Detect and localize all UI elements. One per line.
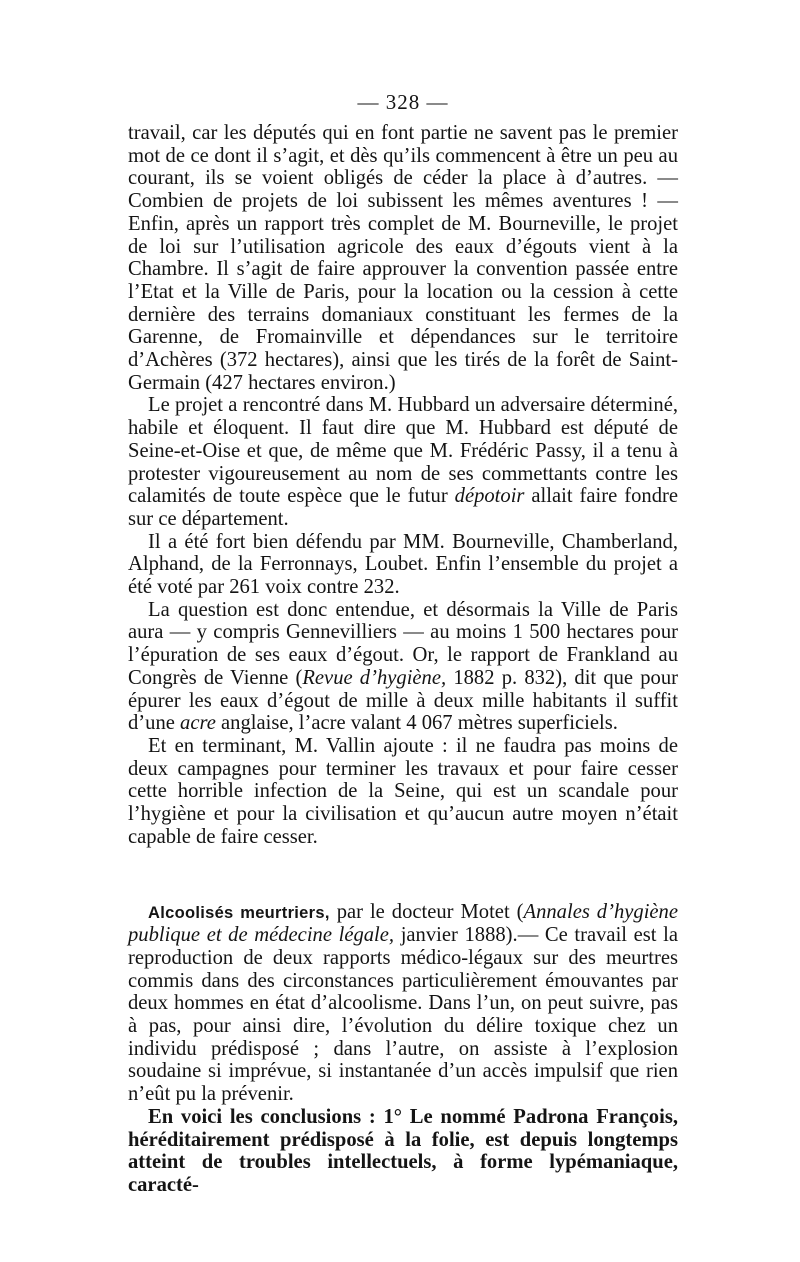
article-conclusion: En voici les conclusions : 1° Le nommé Padrona François, héréditairement prédisposé à la folie, est depuis longtemps atteint de troubles intellectuels, à forme lypémaniaque, caracté-: [128, 1105, 678, 1196]
article-body: — Ce travail est la reproduction de deux rapports médico-légaux sur des meurtres commis dans des circonstances particulièrement émouvantes par deux hommes en état d’alcoolisme. Dans l’un, on peut suivre, pas à pas, pour ainsi dire, l’évolution du délire toxique chez un individu prédisposé ; dans l’autre, on assiste à l’explosion soudaine si imprévue, si instantanée d’un accès impulsif que rien n’eût pu la prévenir.: [128, 924, 678, 1106]
paragraph-4-acre: acre: [180, 712, 216, 735]
article-intro: par le docteur Motet (: [329, 900, 524, 923]
article-paragraph: [128, 901, 678, 1106]
paragraph-4-journal: Revue d’hygiène,: [302, 666, 447, 689]
paragraph-4-c: anglaise, l’acre valant 4 067 mètres superficiels.: [215, 712, 618, 735]
paragraph-5: Et en terminant, M. Vallin ajoute : il ne faudra pas moins de deux campagnes pour terminer les travaux et pour faire cesser cette horrible infection de la Seine, qui est un scandale pour l’hygiène et pour la civilisation et qu’aucun autre moyen n’était capable de faire cesser.: [128, 734, 678, 848]
section-gap: [128, 849, 678, 901]
paragraph-1: travail, car les députés qui en font partie ne savent pas le premier mot de ce dont il s’agit, et dès qu’ils commencent à être un peu au courant, ils se voient obligés de céder la place à d’autres. — Combien de projets de loi subissent les mêmes aventures ! — Enfin, après un rapport très complet de M. Bourneville, le projet de loi sur l’utilisation agricole des eaux d’égouts vient à la Chambre. Il s’agit de faire approuver la convention passée entre l’Etat et la Ville de Paris, pour la location ou la cession à cette dernière des terrains domaniaux constituant les fermes de la Garenne, de Fromainville et dépendances sur le territoire d’Achères (372 hectares), ainsi que les tirés de la forêt de Saint-Germain (427 hectares environ.): [128, 122, 678, 394]
paragraph-4-b: 1882 p. 832), dit que pour épurer les eaux d’égout de mille à deux mille habitants il suffit d’une: [128, 666, 678, 735]
article-date: janvier 1888).: [394, 924, 518, 947]
paragraph-2: [128, 394, 678, 530]
article-title: Alcoolisés meurtriers,: [148, 903, 330, 922]
paragraph-2-text: Le projet a rencontré dans M. Hubbard un adversaire déterminé, habile et éloquent. Il faut dire que M. Hubbard est député de Seine-et-Oise et que, de même que M. Frédéric Passy, il a tenu à protester vigoureusement au nom de ses commettants contre les calamités de toute espèce que le futur: [128, 394, 678, 508]
page-number: — 328 —: [357, 90, 449, 114]
paragraph-3: Il a été fort bien défendu par MM. Bourneville, Chamberland, Alphand, de la Ferronnays, Loubet. Enfin l’ensemble du projet a été voté par 261 voix contre 232.: [128, 530, 678, 599]
paragraph-4: [128, 599, 678, 735]
paragraph-2-end: allait faire fondre sur ce département.: [128, 485, 678, 530]
article-journal: Annales d’hygiène publique et de médecine légale,: [128, 900, 678, 947]
paragraph-4-a: La question est donc entendue, et désormais la Ville de Paris aura — y compris Gennevilliers — au moins 1 500 hectares pour l’épuration de ses eaux d’égout. Or, le rapport de Frankland au Congrès de Vienne (: [128, 598, 678, 689]
page-body: [128, 88, 678, 1197]
paragraph-2-italic: dépotoir: [454, 485, 525, 508]
